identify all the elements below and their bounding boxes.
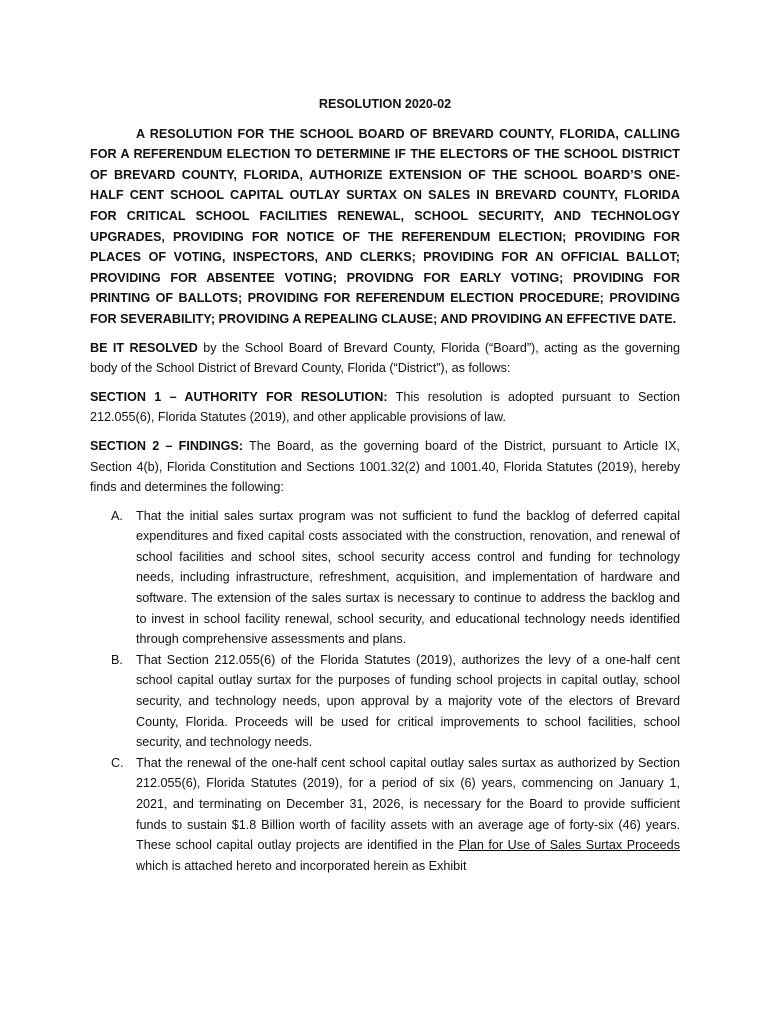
section-1-heading: SECTION 1 – AUTHORITY FOR RESOLUTION: [90,389,388,404]
finding-item-c [111,753,680,877]
finding-text: That Section 212.055(6) of the Florida Statutes (2019), authorizes the levy of a one-half cent school capital outlay surtax for the purposes of funding school projects in capital outlay, school security, and technology needs, upon approval by a majority vote of the electors of Brevard County, Florida. Proceeds will be used for critical improvements to school facilities, school security, and technology needs. [136,652,680,750]
section-2-paragraph [90,436,680,498]
resolved-text: by the School Board of Brevard County, Florida (“Board”), acting as the governing body of the School District of Brevard County, Florida (“District”), as follows: [90,340,681,376]
section-2-text: The Board, as the governing board of the District, pursuant to Article IX, Section 4(b), Florida Constitution and Sections 1001.32(2) and 1001.40, Florida Statutes (2019), hereby finds and determines the following: [90,438,680,495]
resolved-paragraph [90,338,680,379]
plan-reference-link[interactable]: Plan for Use of Sales Surtax Proceeds [458,838,680,853]
section-1-paragraph [90,387,680,428]
finding-text-after: which is attached hereto and incorporated herein as Exhibit [136,858,467,873]
resolution-preamble: A RESOLUTION FOR THE SCHOOL BOARD OF BREVARD COUNTY, FLORIDA, CALLING FOR A REFERENDUM ELECTION TO DETERMINE IF THE ELECTORS OF THE SCHOOL DISTRICT OF BREVARD COUNTY, FLORIDA, AUTHORIZE EXTENSION OF THE SCHOOL BOARD’S ONE-HALF CENT SCHOOL CAPITAL OUTLAY SURTAX ON SALES IN BREVARD COUNTY, FLORIDA FOR CRITICAL SCHOOL FACILITIES RENEWAL, SCHOOL SECURITY, AND TECHNOLOGY UPGRADES, PROVIDING FOR NOTICE OF THE REFERENDUM ELECTION; PROVIDING FOR PLACES OF VOTING, INSPECTORS, AND CLERKS; PROVIDING FOR AN OFFICIAL BALLOT; PROVIDING FOR ABSENTEE VOTING; PROVIDNG FOR EARLY VOTING; PROVIDING FOR PRINTING OF BALLOTS; PROVIDING FOR REFERENDUM ELECTION PROCEDURE; PROVIDING FOR SEVERABILITY; PROVIDING A REPEALING CLAUSE; AND PROVIDING AN EFFECTIVE DATE. [90,126,680,326]
document-body [90,94,680,876]
finding-item-a [111,506,680,650]
finding-text-before: That the renewal of the one-half cent school capital outlay sales surtax as authorized by Section 212.055(6), Florida Statutes (2019), for a period of six (6) years, commencing on January 1, 2021, and terminating on December 31, 2026, is necessary for the Board to provide sufficient funds to sustain $1.8 Billion worth of facility assets with an average age of forty-six (46) years. These school capital outlay projects are identified in the [136,755,680,853]
section-2-heading: SECTION 2 – FINDINGS: [90,438,244,453]
section-1-text: This resolution is adopted pursuant to Section 212.055(6), Florida Statutes (2019), and other applicable provisions of law. [90,389,680,425]
resolution-title: RESOLUTION 2020-02 [318,97,452,111]
findings-list [90,506,680,877]
finding-marker: B. [111,652,123,667]
finding-marker: A. [111,508,123,523]
finding-marker: C. [111,755,124,770]
finding-item-b [111,650,680,753]
resolved-lead: BE IT RESOLVED [90,340,198,355]
finding-text: That the initial sales surtax program was not sufficient to fund the backlog of deferred capital expenditures and fixed capital costs associated with the construction, renovation, and renewal of school facilities and school sites, school security access control and funding for technology needs, including infrastructure, refreshment, acquisition, and implementation of hardware and software. The extension of the sales surtax is necessary to continue to address the backlog and to invest in school facility renewal, school security, and educational technology needs identified through comprehensive assessments and plans. [136,508,680,647]
